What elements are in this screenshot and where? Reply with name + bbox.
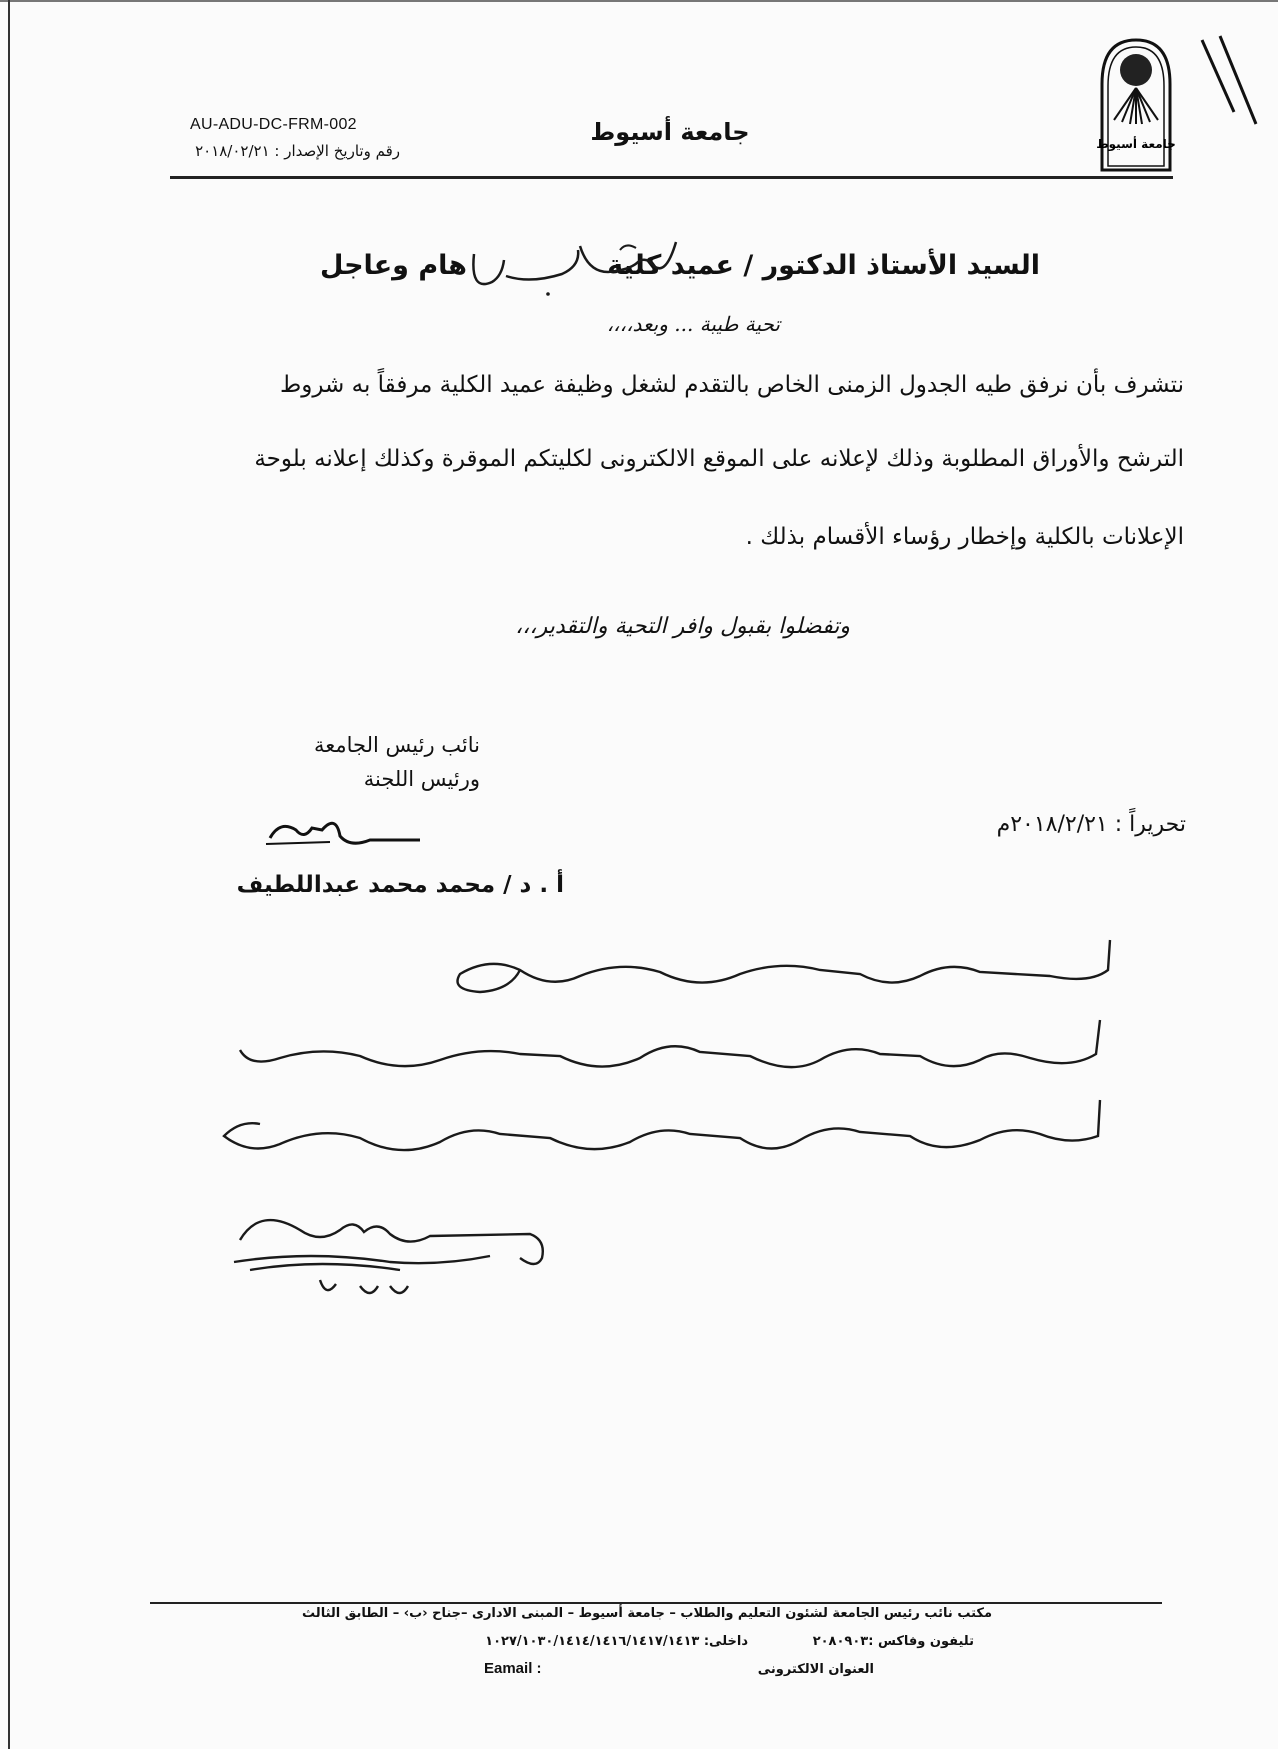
scan-left-edge (8, 0, 10, 1749)
footer-website-label: العنوان الالكترونى (757, 1662, 874, 1677)
body-line-2: الترشح والأوراق المطلوبة وذلك لإعلانه على الموقع الالكترونى لكليتكم الموقرة وكذلك إعلانه بلوحة (254, 446, 1184, 472)
addressee-line (320, 244, 1040, 304)
footer-rule (150, 1602, 1162, 1604)
footer-email-label: Eamail : (484, 1660, 542, 1677)
margin-mark (1194, 30, 1264, 130)
handwritten-referral-note (220, 930, 1150, 1180)
university-logo (1096, 36, 1176, 172)
footer-address: مكتب نائب رئيس الجامعة لشئون التعليم والطلاب – جامعة أسيوط – المبنى الادارى –جناح ‹ب› – الطابق الثالث (302, 1606, 992, 1621)
handwritten-college-text (470, 310, 471, 312)
issue-number-date: رقم وتاريخ الإصدار : ٢٠١٨/٠٢/٢١ (195, 142, 400, 160)
scan-top-edge (0, 0, 1278, 2)
issue-date: تحريراً : ٢٠١٨/٢/٢١م (996, 812, 1186, 837)
footer-phone-fax: تليفون وفاكس :٢٠٨٠٩٠٣ (812, 1634, 974, 1649)
university-name: جامعة أسيوط (590, 118, 750, 146)
signatory-title (260, 728, 480, 796)
body-line-1: نتشرف بأن نرفق طيه الجدول الزمنى الخاص بالتقدم لشغل وظيفة عميد الكلية مرفقاً به شروط (279, 372, 1184, 398)
signatory-name: أ . د / محمد محمد عبداللطيف (236, 872, 564, 898)
header-rule (170, 176, 1173, 179)
vice-president-signature (260, 800, 430, 852)
closing-phrase: وتفضلوا بقبول وافر التحية والتقدير،،، (515, 614, 850, 639)
handwritten-line-3 (220, 1177, 221, 1179)
addressee-prefix: السيد الأستاذ الدكتور / عميد كلية (607, 250, 1040, 281)
body-line-3: الإعلانات بالكلية وإخطار رؤساء الأقسام بذلك . (745, 524, 1184, 550)
signatory-title-line-2: ورئيس اللجنة (363, 767, 480, 791)
handwritten-line-2 (220, 1177, 221, 1179)
handwritten-signature (230, 1210, 550, 1310)
form-code: AU-ADU-DC-FRM-002 (190, 116, 357, 133)
signatory-title-line-1: نائب رئيس الجامعة (314, 733, 480, 757)
urgency-label: هام وعاجل (320, 250, 467, 281)
greeting: تحية طيبة ... وبعد،،،، (606, 312, 780, 336)
handwritten-line-1 (220, 1177, 221, 1179)
logo-text: جامعة أسيوط (1096, 137, 1176, 151)
handwritten-college-name (470, 232, 680, 312)
footer-internal-extensions: داخلى: ١٠٢٧/١٠٣٠/١٤١٤/١٤١٦/١٤١٧/١٤١٣ (485, 1634, 748, 1649)
